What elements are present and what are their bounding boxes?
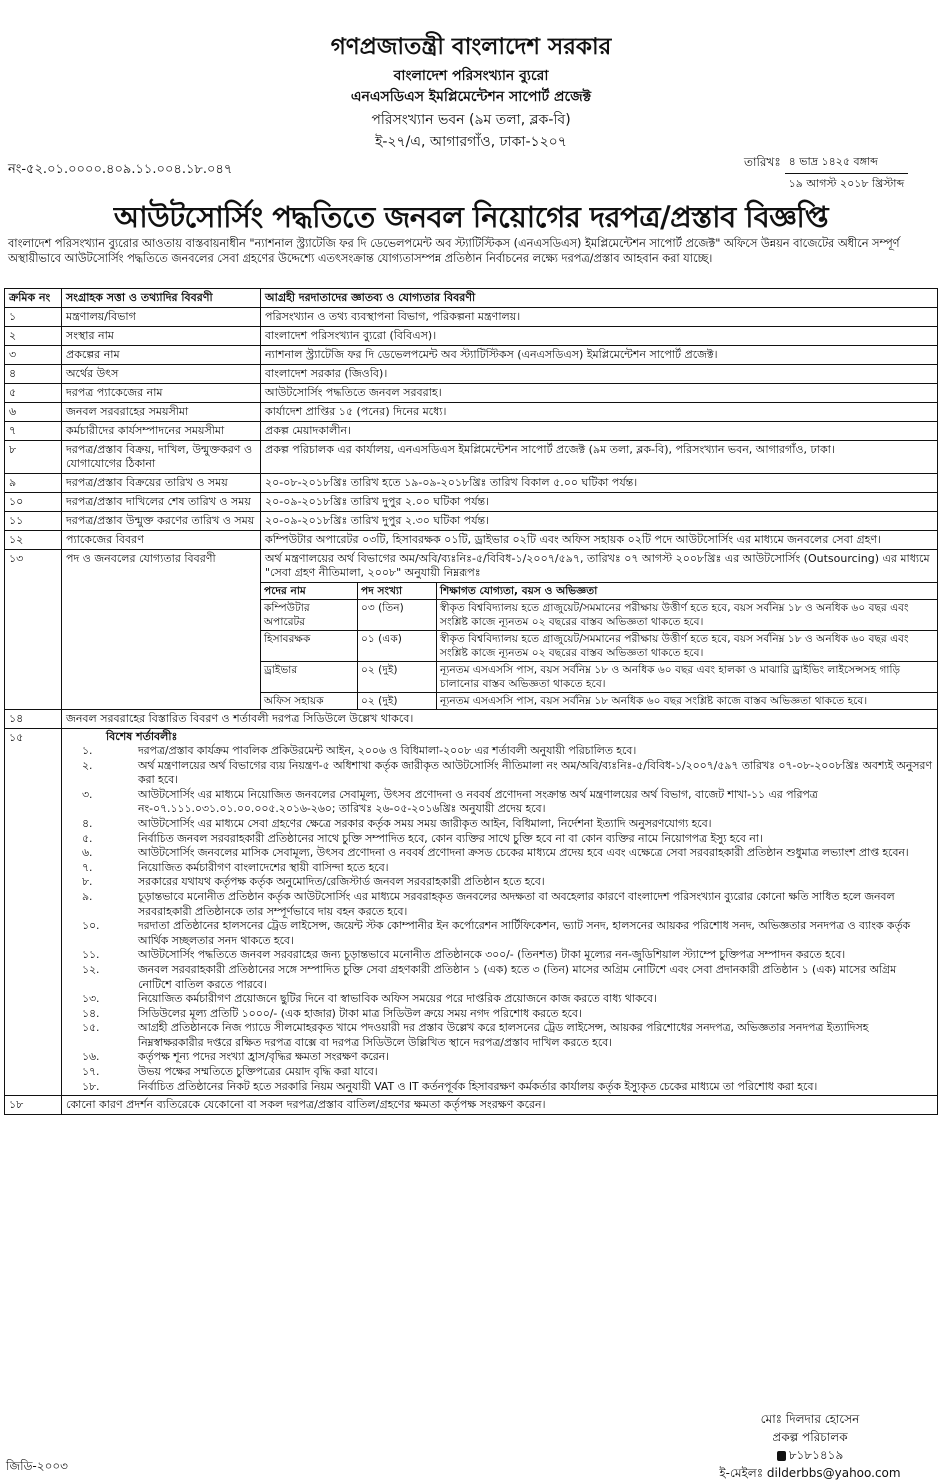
- row-item: দরপত্র প্যাকেজের নাম: [62, 384, 261, 403]
- row-number: ১১: [5, 512, 62, 531]
- table-row: [5, 729, 938, 1096]
- footer-code: জিডি-২০০৩: [6, 1459, 68, 1473]
- row-item: প্রকল্পের নাম: [62, 346, 261, 365]
- condition-item: [66, 992, 933, 1007]
- condition-text: নিয়োজিত কর্মচারীগণ প্রয়োজনে ছুটির দিনে বা স্বাভাবিক অফিস সময়ের পরে দাপ্তরিক প্রয়োজনে কাজ করতে বাধ্য থাকবে।: [138, 992, 657, 1006]
- table-row: [5, 308, 938, 327]
- row-item: কর্মচারীদের কার্যসম্পাদনের সময়সীমা: [62, 422, 261, 441]
- post-row: [261, 693, 937, 710]
- row-item: দরপত্র/প্রস্তাব বিক্রয়, দাখিল, উন্মুক্তকরণ ও যোগাযোগের ঠিকানা: [62, 441, 261, 474]
- row13-description: অর্থ মন্ত্রণালয়ের অর্থ বিভাগের অম/অবি/ব্যঃনিঃ-৫/বিবিধ-১/২০০৭/৫৯৭, তারিখঃ ০৭ আগস্ট ২০০৮খ্রিঃ এর আউটসোর্সিং (Outsourcing) এর মাধ্যমে "সেবা গ্রহণ নীতিমালা, ২০০৮" অনুযায়ী নিম্নরূপঃ: [265, 552, 930, 579]
- condition-item: [66, 963, 933, 992]
- post-requirement: স্বীকৃত বিশ্ববিদ্যালয় হতে গ্রাজুয়েট/সমমানের পরীক্ষায় উত্তীর্ণ হতে হবে, বয়স সর্বনিম্ন ১৮ ও অনধিক ৬০ বছর এবং সংশ্লিষ্ট কাজে ন্যূনতম ০২ বছরের বাস্তব অভিজ্ঞতা থাকতে হবে।: [437, 600, 938, 631]
- condition-item: [66, 832, 933, 847]
- post-name: অফিস সহায়ক: [261, 693, 358, 710]
- row-description: কম্পিউটার অপারেটর ০৩টি, হিসাবরক্ষক ০১টি, ড্রাইভার ০২টি এবং অফিস সহায়ক ০২টি পদে আউটসোর্সিং এর মাধ্যমে জনবলের সেবা গ্রহণ।: [261, 531, 938, 550]
- post-header-name: পদের নাম: [261, 583, 358, 600]
- row-description: কার্যাদেশ প্রাপ্তির ১৫ (পনের) দিনের মধ্যে।: [261, 403, 938, 422]
- post-count: ০২ (দুই): [358, 662, 437, 693]
- condition-item: [66, 1021, 933, 1050]
- row-number: ৯: [5, 474, 62, 493]
- post-count: ০২ (দুই): [358, 693, 437, 710]
- row-description: বাংলাদেশ সরকার (জিওবি)।: [261, 365, 938, 384]
- row-number: ৪: [5, 365, 62, 384]
- condition-number: ৯.: [82, 889, 93, 903]
- post-name: কম্পিউটার অপারেটর: [261, 600, 358, 631]
- condition-number: ১৬.: [82, 1050, 100, 1064]
- date-english: ১৯ আগস্ট ২০১৮ খ্রিস্টাব্দ: [788, 177, 905, 190]
- row-description: ২০-০৯-২০১৮খ্রিঃ তারিখ দুপুর ২.০০ ঘটিকা পর্যন্ত।: [261, 493, 938, 512]
- table-row: [5, 1096, 938, 1115]
- table-row: [5, 531, 938, 550]
- post-header-req: শিক্ষাগত যোগ্যতা, বয়স ও অভিজ্ঞতা: [437, 583, 938, 600]
- row-number: ৩: [5, 346, 62, 365]
- table-row: [5, 384, 938, 403]
- row-description: ২০-০৮-২০১৮খ্রিঃ তারিখ হতে ১৯-০৯-২০১৮খ্রিঃ তারিখ বিকাল ৫.০০ ঘটিকা পর্যন্ত।: [261, 474, 938, 493]
- table-row: [5, 550, 938, 710]
- condition-text: আগ্রহী প্রতিষ্ঠানকে নিজ প্যাডে সীলমোহরকৃত খামে পদওয়ারী দর প্রস্তাব উল্লেখ করে হালসনের ট্রেড লাইসেন্স, আয়কর পরিশোধের সনদপত্র, অভিজ্ঞতার সনদপত্র ইত্যাদিসহ নিম্নস্বাক্ষরকারীর দপ্তরে রক্ষিত দরপত্র বাক্সে বা দরপত্র সিডিউলে উল্লিখিত স্থানে দরপত্র/প্রস্তাব দাখিল করতে হবে।: [138, 1021, 869, 1049]
- condition-item: [66, 759, 933, 788]
- row18-description: কোনো কারণ প্রদর্শন ব্যতিরেকে যেকোনো বা সকল দরপত্র/প্রস্তাব বাতিল/গ্রহণের ক্ষমতা কর্তৃপক্ষ সংরক্ষণ করেন।: [62, 1096, 938, 1115]
- condition-number: ৩.: [82, 787, 93, 801]
- date-label: তারিখঃ: [744, 155, 781, 169]
- signature-block: [700, 1410, 920, 1482]
- post-name: হিসাবরক্ষক: [261, 631, 358, 662]
- condition-item: [66, 1065, 933, 1080]
- table-row: [5, 422, 938, 441]
- condition-item: [66, 846, 933, 861]
- condition-number: ৭.: [82, 860, 93, 874]
- table-row: [5, 512, 938, 531]
- row-number: ১৪: [5, 710, 62, 729]
- condition-number: ২.: [82, 758, 93, 772]
- row-item: দরপত্র/প্রস্তাব উন্মুক্ত করণের তারিখ ও সময়: [62, 512, 261, 531]
- signatory-phone: ৮১৮১৪১৯: [788, 1448, 844, 1462]
- signatory-phone-line: [700, 1446, 920, 1464]
- condition-item: [66, 788, 933, 817]
- condition-number: ১.: [82, 744, 93, 757]
- signatory-email: ই-মেইলঃ dilderbbs@yahoo.com: [719, 1466, 901, 1480]
- phone-icon: [777, 1451, 786, 1461]
- special-conditions-list: [66, 744, 933, 1094]
- row-item: জনবল সরবরাহের সময়সীমা: [62, 403, 261, 422]
- post-count: ০১ (এক): [358, 631, 437, 662]
- condition-item: [66, 1007, 933, 1022]
- post-row: [261, 631, 937, 662]
- office-address: ই-২৭/এ, আগারগাঁও, ঢাকা-১২০৭: [375, 134, 567, 150]
- condition-text: দরদাতা প্রতিষ্ঠানের হালসনের ট্রেড লাইসেন্স, জয়েন্ট স্টক কোম্পানীর ইন কর্পোরেশন সার্টিফিকেশন, ভ্যাট সনদ, হালসনের আয়কর পরিশোধ সনদ, অভিজ্ঞতার সনদপত্র ও ব্যাংক কর্তৃক আর্থিক সচ্ছলতার সনদ থাকতে হবে।: [138, 919, 911, 947]
- row-item: দরপত্র/প্রস্তাব দাখিলের শেষ তারিখ ও সময়: [62, 493, 261, 512]
- post-name: ড্রাইভার: [261, 662, 358, 693]
- condition-text: সিডিউলের মূল্য প্রতিটি ১০০০/- (এক হাজার) টাকা মাত্র সিডিউল ক্রয়ে সময় নগদ পরিশোধ করতে হবে।: [138, 1006, 582, 1020]
- condition-number: ১২.: [82, 962, 100, 976]
- post-requirement: ন্যূনতম এসএসসি পাস, বয়স সর্বনিম্ন ১৮ ও অনধিক ৬০ বছর এবং হালকা ও মাঝারি ড্রাইভিং লাইসেন্সসহ গাড়ি চালানোর বাস্তব অভিজ্ঞতা থাকতে হবে।: [437, 662, 938, 693]
- row-description: ২০-০৯-২০১৮খ্রিঃ তারিখ দুপুর ২.৩০ ঘটিকা পর্যন্ত।: [261, 512, 938, 531]
- memo-number: নং-৫২.০১.০০০০.৪০৯.১১.০০৪.১৮.০৪৭: [8, 162, 233, 177]
- condition-text: কর্তৃপক্ষ শূন্য পদের সংখ্যা হ্রাস/বৃদ্ধির ক্ষমতা সংরক্ষণ করেন।: [138, 1050, 390, 1064]
- row14-description: জনবল সরবরাহের বিস্তারিত বিবরণ ও শর্তাবলী দরপত্র সিডিউলে উল্লেখ থাকবে।: [62, 710, 938, 729]
- signatory-name: মোঃ দিলদার হোসেন: [760, 1412, 860, 1426]
- table-row: [5, 365, 938, 384]
- signatory-designation: প্রকল্প পরিচালক: [772, 1430, 848, 1444]
- condition-number: ৫.: [82, 831, 93, 845]
- row-number: ১০: [5, 493, 62, 512]
- condition-number: ৬.: [82, 846, 93, 860]
- table-row: [5, 346, 938, 365]
- condition-item: [66, 861, 933, 876]
- condition-number: ১১.: [82, 948, 100, 962]
- header-serial: ক্রমিক নং: [5, 289, 62, 308]
- condition-text: আউটসোর্সিং এর মাধ্যমে সেবা গ্রহণের ক্ষেত্রে সরকার কর্তৃক সময় সময় জারীকৃত আইন, বিধিমালা, নির্দেশনা ইত্যাদি অনুসরণযোগ্য হবে।: [138, 816, 712, 830]
- condition-number: ৮.: [82, 875, 93, 889]
- condition-item: [66, 1080, 933, 1095]
- row-number: ২: [5, 327, 62, 346]
- date-bangla: ৪ ভাদ্র ১৪২৫ বঙ্গাব্দ: [785, 152, 909, 174]
- condition-text: অর্থ মন্ত্রণালয়ের অর্থ বিভাগের ব্যয় নিয়ন্ত্রণ-৫ অধিশাখা কর্তৃক জারীকৃত আউটসোর্সিং নীতিমালা নং অম/অবি/ব্যঃনিঃ-৫/বিবিধ-১/২০০৭/৫৯৭ তারিখঃ ০৭-০৮-২০০৮খ্রিঃ অবশ্যই অনুসরণ করা হবে।: [138, 758, 932, 787]
- condition-text: দরপত্র/প্রস্তাব কার্যক্রম পাবলিক প্রকিউরমেন্ট আইন, ২০০৬ ও বিধিমালা-২০০৮ এর শর্তাবলী অনুযায়ী পরিচালিত হবে।: [138, 744, 637, 757]
- header-description: আগ্রহী দরদাতাদের জ্ঞাতব্য ও যোগ্যতার বিবরণী: [261, 289, 938, 308]
- condition-number: ১৭.: [82, 1065, 100, 1079]
- post-requirement: স্বীকৃত বিশ্ববিদ্যালয় হতে গ্রাজুয়েট/সমমানের পরীক্ষায় উত্তীর্ণ হতে হবে, বয়স সর্বনিম্ন ১৮ ও অনধিক ৬০ বছর এবং সংশ্লিষ্ট কাজে ন্যূনতম ০২ বছরের বাস্তব অভিজ্ঞতা থাকতে হবে।: [437, 631, 938, 662]
- row-number: ৮: [5, 441, 62, 474]
- special-conditions-heading: বিশেষ শর্তাবলীঃ: [106, 730, 178, 743]
- row-number: ৭: [5, 422, 62, 441]
- intro-paragraph: বাংলাদেশ পরিসংখ্যান ব্যুরোর আওতায় বাস্তবায়নাধীন "ন্যাশনাল স্ট্র্যাটেজি ফর দি ডেভেলপমেন্ট অব স্ট্যাটিস্টিকস (এনএসডিএস) ইমপ্লিমেন্টেশন সাপোর্ট প্রজেক্ট" অফিসে উন্নয়ন বাজেটের অধীনে সম্পূর্ণ অস্থায়ীভাবে আউটসোর্সিং পদ্ধতিতে জনবলের সেবা গ্রহণের উদ্দেশ্যে এতৎসংক্রান্ত যোগ্যতাসম্পন্ন প্রতিষ্ঠান নির্বাচনের লক্ষ্যে দরপত্র/প্রস্তাব আহবান করা যাচ্ছে।: [8, 237, 900, 265]
- condition-item: [66, 875, 933, 890]
- row-item: সংস্থার নাম: [62, 327, 261, 346]
- row-number: ১৩: [5, 550, 62, 710]
- table-row: [5, 403, 938, 422]
- row-number: ৫: [5, 384, 62, 403]
- condition-item: [66, 744, 933, 759]
- condition-item: [66, 1050, 933, 1065]
- post-count: ০৩ (তিন): [358, 600, 437, 631]
- row-item: পদ ও জনবলের যোগ্যতার বিবরণী: [62, 550, 261, 710]
- condition-item: [66, 817, 933, 832]
- table-row: [5, 327, 938, 346]
- row-number: ১৮: [5, 1096, 62, 1115]
- condition-text: নির্বাচিত জনবল সরবরাহকারী প্রতিষ্ঠানের সাথে চুক্তি সম্পাদিত হবে, কোন ব্যক্তির সাথে চুক্তি হবে না বা কোন ব্যক্তির নামে নিয়োগপত্র ইস্যু হবে না।: [138, 831, 763, 845]
- row-description: পরিসংখ্যান ও তথ্য ব্যবস্থাপনা বিভাগ, পরিকল্পনা মন্ত্রণালয়।: [261, 308, 938, 327]
- post-requirement: ন্যূনতম এসএসসি পাস, বয়স সর্বনিম্ন ১৮ অনধিক ৬০ বছর সংশ্লিষ্ট কাজে বাস্তব অভিজ্ঞতা থাকতে হবে।: [437, 693, 938, 710]
- row-description: ন্যাশনাল স্ট্র্যাটেজি ফর দি ডেভেলপমেন্ট অব স্ট্যাটিস্টিকস (এনএসডিএস) ইমপ্লিমেন্টেশন সাপোর্ট প্রজেক্ট।: [261, 346, 938, 365]
- row-item: মন্ত্রণালয়/বিভাগ: [62, 308, 261, 327]
- condition-text: আউটসোর্সিং জনবলের মাসিক সেবামূল্য, উৎসব প্রণোদনা ও নববর্ষ প্রণোদনা ক্রসড চেকের মাধ্যমে প্রদেয় হবে এবং এক্ষেত্রে সেবা সরবরাহকারী প্রতিষ্ঠান শুধুমাত্র লভ্যাংশ প্রাপ্ত হবেন।: [138, 846, 909, 860]
- condition-text: সরকারের যথাযথ কর্তৃপক্ষ কর্তৃক অনুমোদিত/রেজিস্টার্ড জনবল সরবরাহকারী প্রতিষ্ঠান হতে হবে।: [138, 875, 545, 889]
- condition-text: নির্বাচিত প্রতিষ্ঠানের নিকট হতে সরকারি নিয়ম অনুযায়ী VAT ও IT কর্তনপূর্বক হিসাবরক্ষণ কর্মকর্তার কার্যালয় কর্তৃক ইস্যুকৃত চেকের মাধ্যমে তা পরিশোধ করা হবে।: [138, 1079, 818, 1093]
- building-name: পরিসংখ্যান ভবন (৯ম তলা, ব্লক-বি): [371, 112, 571, 128]
- row-description: প্রকল্প পরিচালক এর কার্যালয়, এনএসডিএস ইমপ্লিমেন্টেশন সাপোর্ট প্রজেক্ট (৯ম তলা, ব্লক-বি), পরিসংখ্যান ভবন, আগারগাঁও, ঢাকা।: [261, 441, 938, 474]
- post-header-count: পদ সংখ্যা: [358, 583, 437, 600]
- table-row: [5, 474, 938, 493]
- post-row: [261, 662, 937, 693]
- tender-details-table: [4, 288, 938, 1115]
- condition-text: চূড়ান্তভাবে মনোনীত প্রতিষ্ঠান কর্তৃক আউটসোর্সিং এর মাধ্যমে সরবরাহকৃত জনবলের অদক্ষতা বা অবহেলার কারণে বাংলাদেশ পরিসংখ্যান ব্যুরোর কোনো ক্ষতি সাধিত হলে জনবল সরবরাহকারী প্রতিষ্ঠানকে তার সম্পূর্ণভাবে দায় বহন করতে হবে।: [138, 889, 895, 918]
- project-name: এনএসডিএস ইমপ্লিমেন্টেশন সাপোর্ট প্রজেক্ট: [350, 89, 592, 105]
- condition-number: ১৫.: [82, 1021, 100, 1035]
- condition-text: উভয় পক্ষের সম্মতিতে চুক্তিপত্রের মেয়াদ বৃদ্ধি করা যাবে।: [138, 1065, 378, 1079]
- condition-text: নিয়োজিত কর্মচারীগণ বাংলাদেশের স্থায়ী বাসিন্দা হতে হবে।: [138, 860, 389, 874]
- condition-number: ১৩.: [82, 992, 100, 1006]
- notice-title: আউটসোর্সিং পদ্ধতিতে জনবল নিয়োগের দরপত্র/প্রস্তাব বিজ্ঞপ্তি: [113, 200, 829, 234]
- government-name: গণপ্রজাতন্ত্রী বাংলাদেশ সরকার: [330, 34, 612, 60]
- condition-number: ১৮.: [82, 1079, 100, 1093]
- condition-item: [66, 890, 933, 919]
- row-item: অর্থের উৎস: [62, 365, 261, 384]
- condition-text: আউটসোর্সিং এর মাধ্যমে নিয়োজিত জনবলের সেবামূল্য, উৎসব প্রণোদনা ও নববর্ষ প্রণোদনা সংক্রান্ত অর্থ মন্ত্রণালয়ের অর্থ বিভাগ, বাজেট শাখা-১১ এর পরিপত্র নং-০৭.১১১.০৩১.০১.০০.০০৫.২০১৬-২৬০; তারিখঃ ২৬-০৫-২০১৬খ্রিঃ অনুযায়ী প্রদেয় হবে।: [138, 787, 818, 816]
- condition-item: [66, 948, 933, 963]
- condition-text: জনবল সরবরাহকারী প্রতিষ্ঠানের সঙ্গে সম্পাদিত চুক্তি সেবা গ্রহণকারী প্রতিষ্ঠান ১ (এক) হতে ৩ (তিন) মাসের অগ্রিম নোটিশে এবং সেবা প্রদানকারী প্রতিষ্ঠান ১ (এক) মাসের অগ্রিম নোটিশে বাতিল করতে পারবে।: [138, 962, 897, 991]
- row-number: ১৫: [5, 729, 62, 1096]
- condition-number: ৪.: [82, 816, 93, 830]
- table-row: [5, 441, 938, 474]
- row-description: বাংলাদেশ পরিসংখ্যান ব্যুরো (বিবিএস)।: [261, 327, 938, 346]
- table-row: [5, 493, 938, 512]
- condition-number: ১০.: [82, 919, 100, 933]
- row-number: ১২: [5, 531, 62, 550]
- condition-item: [66, 919, 933, 948]
- row-item: দরপত্র/প্রস্তাব বিক্রয়ের তারিখ ও সময়: [62, 474, 261, 493]
- row-item: প্যাকেজের বিবরণ: [62, 531, 261, 550]
- header-item: সংগ্রাহক সত্তা ও তথ্যাদির বিবরণী: [62, 289, 261, 308]
- post-requirements-table: [261, 582, 937, 709]
- date-block: [744, 152, 908, 195]
- row-number: ৬: [5, 403, 62, 422]
- post-row: [261, 600, 937, 631]
- row-number: ১: [5, 308, 62, 327]
- table-row: [5, 710, 938, 729]
- condition-text: আউটসোর্সিং পদ্ধতিতে জনবল সরবরাহের জন্য চূড়ান্তভাবে মনোনীত প্রতিষ্ঠানকে ৩০০/- (তিনশত) টাকা মূল্যের নন-জুডিশিয়াল স্ট্যাম্পে চুক্তিপত্র সম্পাদন করতে হবে।: [138, 948, 846, 962]
- condition-number: ১৪.: [82, 1006, 100, 1020]
- bureau-name: বাংলাদেশ পরিসংখ্যান ব্যুরো: [393, 68, 549, 84]
- row-description: প্রকল্প মেয়াদকালীন।: [261, 422, 938, 441]
- row-description: আউটসোর্সিং পদ্ধতিতে জনবল সরবরাহ।: [261, 384, 938, 403]
